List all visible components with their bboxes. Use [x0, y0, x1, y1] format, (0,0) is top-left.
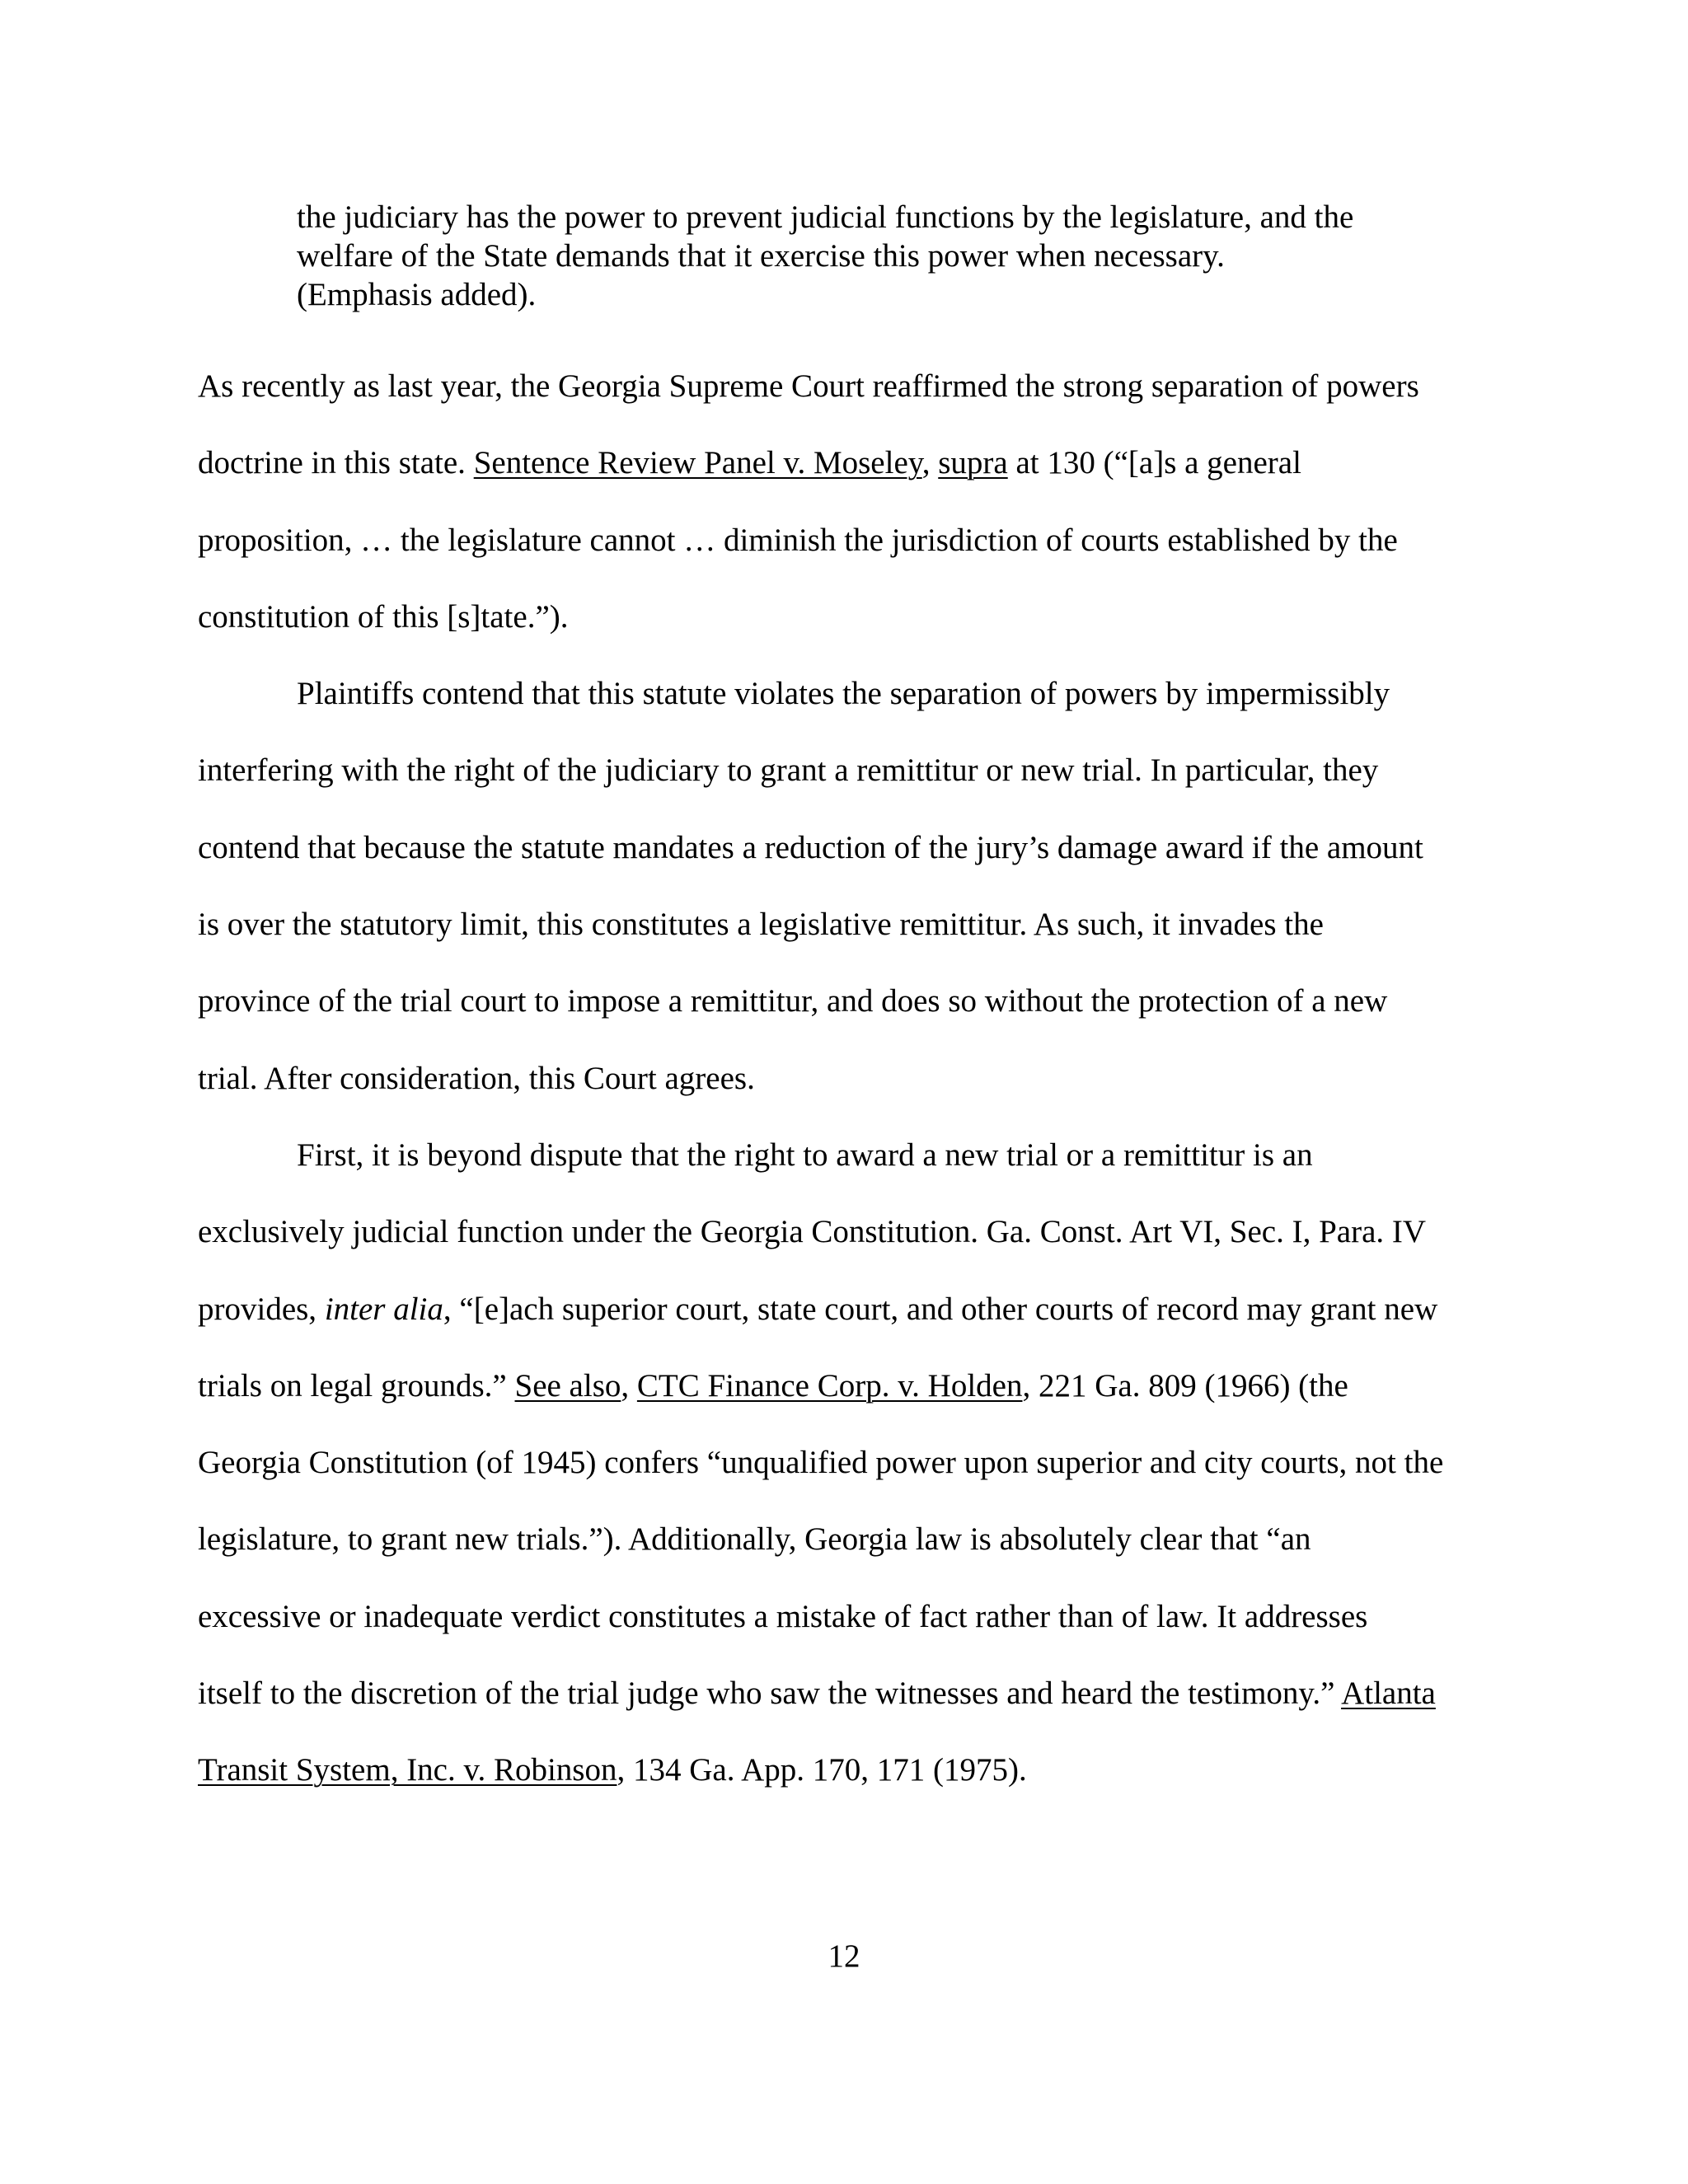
- text-line: [198, 1271, 1517, 1347]
- text-line: contend that because the statute mandates a reduction of the jury’s damage award if the amount: [198, 829, 1423, 865]
- text-run: at 130 (“[a]s a general: [1007, 445, 1301, 481]
- case-citation: CTC Finance Corp. v. Holden: [636, 1367, 1023, 1404]
- text-line: Plaintiffs contend that this statute violates the separation of powers by impermissibly: [297, 676, 1390, 712]
- text-line: [198, 1732, 1517, 1808]
- text-line: As recently as last year, the Georgia Supreme Court reaffirmed the strong separation of powers: [198, 368, 1419, 404]
- text-run: doctrine in this state.: [198, 445, 474, 481]
- paragraph-plaintiffs-contend: [198, 655, 1517, 1117]
- text-run: , 134 Ga. App. 170, 171 (1975).: [617, 1752, 1027, 1788]
- page-number: 12: [828, 1938, 860, 1974]
- text-run: trials on legal grounds.”: [198, 1367, 515, 1404]
- citation-signal: See also: [514, 1367, 621, 1404]
- body-text: [198, 348, 1517, 1809]
- text-line: [198, 1347, 1517, 1424]
- text-line: trial. After consideration, this Court agrees.: [198, 1060, 755, 1096]
- block-quote-line: welfare of the State demands that it exercise this power when necessary.: [297, 238, 1225, 274]
- text-run: ,: [921, 445, 939, 481]
- block-quote-line: the judiciary has the power to prevent judicial functions by the legislature, and the: [297, 199, 1354, 235]
- text-line: legislature, to grant new trials.”). Additionally, Georgia law is absolutely clear that “an: [198, 1521, 1311, 1558]
- text-line: exclusively judicial function under the Georgia Constitution. Ga. Const. Art VI, Sec. I, Para. IV: [198, 1214, 1427, 1250]
- text-line: [198, 1655, 1517, 1732]
- block-quote: [297, 198, 1492, 314]
- text-line: interfering with the right of the judiciary to grant a remittitur or new trial. In particular, they: [198, 752, 1379, 789]
- text-line: Georgia Constitution (of 1945) confers “unqualified power upon superior and city courts, not the: [198, 1445, 1444, 1481]
- text-run: , “[e]ach superior court, state court, and other courts of record may grant new: [443, 1291, 1438, 1327]
- text-line: province of the trial court to impose a remittitur, and does so without the protection of a new: [198, 983, 1388, 1019]
- case-citation: Transit System, Inc. v. Robinson: [198, 1752, 617, 1788]
- text-line: [198, 424, 1517, 501]
- italic-term: inter alia: [324, 1291, 443, 1327]
- case-citation: Atlanta: [1341, 1675, 1436, 1712]
- text-line: is over the statutory limit, this constitutes a legislative remittitur. As such, it invades the: [198, 907, 1324, 943]
- text-run: ,: [621, 1367, 637, 1404]
- paragraph-judicial-function: [198, 1117, 1517, 1809]
- text-line: First, it is beyond dispute that the right to award a new trial or a remittitur is an: [297, 1137, 1313, 1173]
- text-run: provides,: [198, 1291, 325, 1327]
- case-citation: Sentence Review Panel v. Moseley: [473, 445, 922, 481]
- text-line: proposition, … the legislature cannot … diminish the jurisdiction of courts established by the: [198, 522, 1398, 558]
- block-quote-line: (Emphasis added).: [297, 277, 537, 312]
- text-line: excessive or inadequate verdict constitutes a mistake of fact rather than of law. It addresses: [198, 1598, 1368, 1634]
- citation-signal: supra: [938, 445, 1008, 481]
- paragraph-separation-of-powers: [198, 348, 1517, 655]
- text-run: itself to the discretion of the trial judge who saw the witnesses and heard the testimony.”: [198, 1675, 1342, 1712]
- text-line: constitution of this [s]tate.”).: [198, 598, 569, 635]
- text-run: , 221 Ga. 809 (1966) (the: [1022, 1367, 1348, 1404]
